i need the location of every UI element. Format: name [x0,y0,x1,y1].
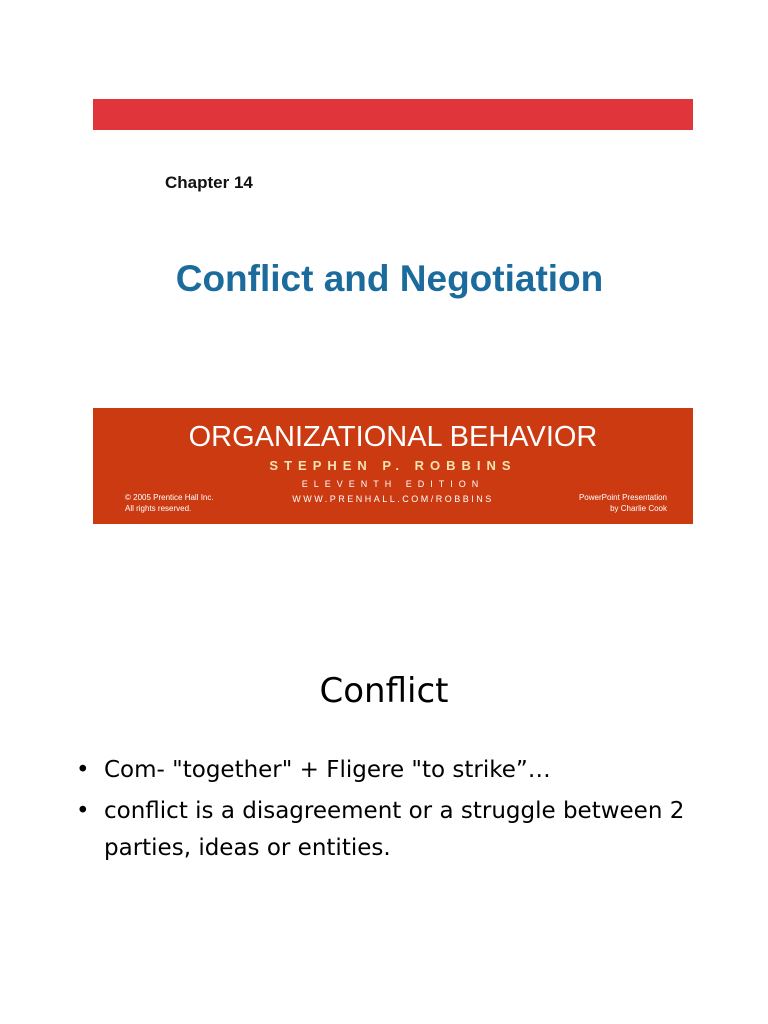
edition-label: ELEVENTH EDITION [301,479,485,489]
bullet-icon: • [76,798,90,824]
bullet-list [72,752,712,871]
book-banner [93,408,693,524]
section-heading: Conflict [319,671,449,711]
bullet-icon: • [76,757,90,783]
presentation-credit [579,492,667,514]
book-title: ORGANIZATIONAL BEHAVIOR [188,421,598,453]
slide-title: Conflict and Negotiation [175,258,604,299]
copyright-line-2: All rights reserved. [125,504,192,513]
bullet-text: Com- "together" + Fligere "to strike”… [104,757,551,783]
credit-line-2: by Charlie Cook [610,504,667,513]
bullet-item [72,793,712,867]
accent-bar [93,99,693,130]
author-name: STEPHEN P. ROBBINS [269,458,517,473]
website-link: WWW.PRENHALL.COM/ROBBINS [292,494,494,504]
copyright-line-1: © 2005 Prentice Hall Inc. [125,493,214,502]
chapter-label: Chapter 14 [165,173,253,192]
bullet-item [72,752,712,789]
copyright-notice [125,492,214,514]
bullet-text: conflict is a disagreement or a struggle between 2 parties, ideas or entities. [104,798,685,861]
credit-line-1: PowerPoint Presentation [578,493,667,502]
